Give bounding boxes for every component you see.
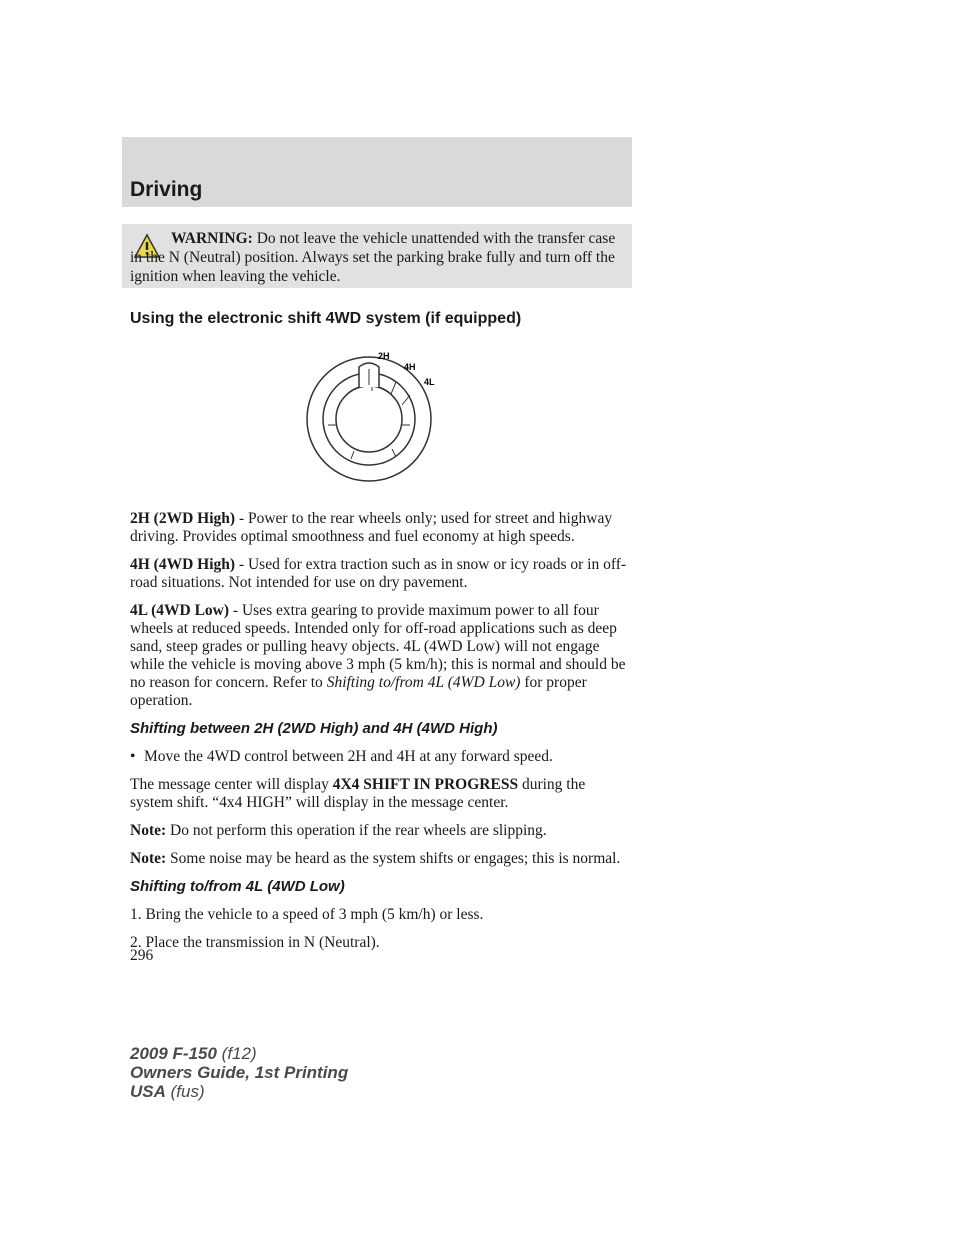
msg-bold: 4X4 SHIFT IN PROGRESS [332,776,519,793]
section-heading: Using the electronic shift 4WD system (if equipped) [130,310,522,327]
dial-label-2h: 2H [378,351,390,361]
mode-desc: - Uses extra gearing to provide maximum power to all four wheels at reduced speeds. Intended only for off-road applications such as deep sand, steep grades or pulling heavy objects. 4L (4WD Low) will not engage while the vehicle is moving above 3 mph (5 km/h); this is normal and should be no reason for concern. Refer to [130,602,626,691]
mode-4h [130,556,630,592]
dial-label-4l: 4L [424,377,435,387]
bullet-symbol: • [130,748,136,765]
mode-name: 4L (4WD Low) [130,602,230,619]
mode-desc: - Power to the rear wheels only; used for street and highway driving. Provides optimal smoothness and fuel economy at high speeds. [130,510,613,545]
note-label: Note: [130,850,167,867]
footer-region-code: (fus) [165,1082,205,1101]
note-label: Note: [130,822,167,839]
footer-guide: Owners Guide, 1st Printing [130,1063,349,1082]
bullet-text: Move the 4WD control between 2H and 4H at any forward speed. [144,748,553,765]
mode-desc-after: for proper operation. [130,674,587,709]
footer-model: 2009 F-150 [130,1044,217,1063]
subheading-2h-4h: Shifting between 2H (2WD High) and 4H (4WD High) [130,720,498,737]
note-text: Some noise may be heard as the system shifts or engages; this is normal. [166,850,621,867]
footer-model-code: (f12) [216,1044,257,1063]
footer [130,1044,348,1101]
warning-box [122,224,632,288]
warning-text [130,229,626,286]
message-center-paragraph [130,776,630,812]
4wd-control-dial-icon [306,335,435,485]
page-number: 296 [130,947,154,964]
note-2 [130,850,630,868]
cross-reference: Shifting to/from 4L (4WD Low) [326,674,521,691]
mode-desc: - Used for extra traction such as in snow or icy roads or in off-road situations. Not intended for use on dry pavement. [130,556,627,591]
note-text: Do not perform this operation if the rear wheels are slipping. [166,822,547,839]
step-2: 2. Place the transmission in N (Neutral). [130,934,380,951]
bullet-item [130,748,630,766]
subheading-4l: Shifting to/from 4L (4WD Low) [130,878,345,895]
msg-after: during the system shift. “4x4 HIGH” will display in the message center. [130,776,586,811]
note-1 [130,822,630,840]
footer-line-1 [130,1044,348,1063]
mode-2h [130,510,630,546]
msg-before: The message center will display [130,776,333,793]
dial-label-4h: 4H [404,362,416,372]
mode-4l [130,602,630,710]
warning-body: Do not leave the vehicle unattended with the transfer case in the N (Neutral) position. Always set the parking brake fully and turn off the ignition when leaving the vehicle. [130,230,616,285]
step-1: 1. Bring the vehicle to a speed of 3 mph (5 km/h) or less. [130,906,484,923]
content [130,510,630,962]
footer-line-3 [130,1082,348,1101]
mode-name: 2H (2WD High) [130,510,236,527]
header-band [122,137,632,207]
warning-label: WARNING: [171,230,253,247]
mode-name: 4H (4WD High) [130,556,236,573]
page-title: Driving [130,178,203,201]
footer-region: USA [130,1082,166,1101]
